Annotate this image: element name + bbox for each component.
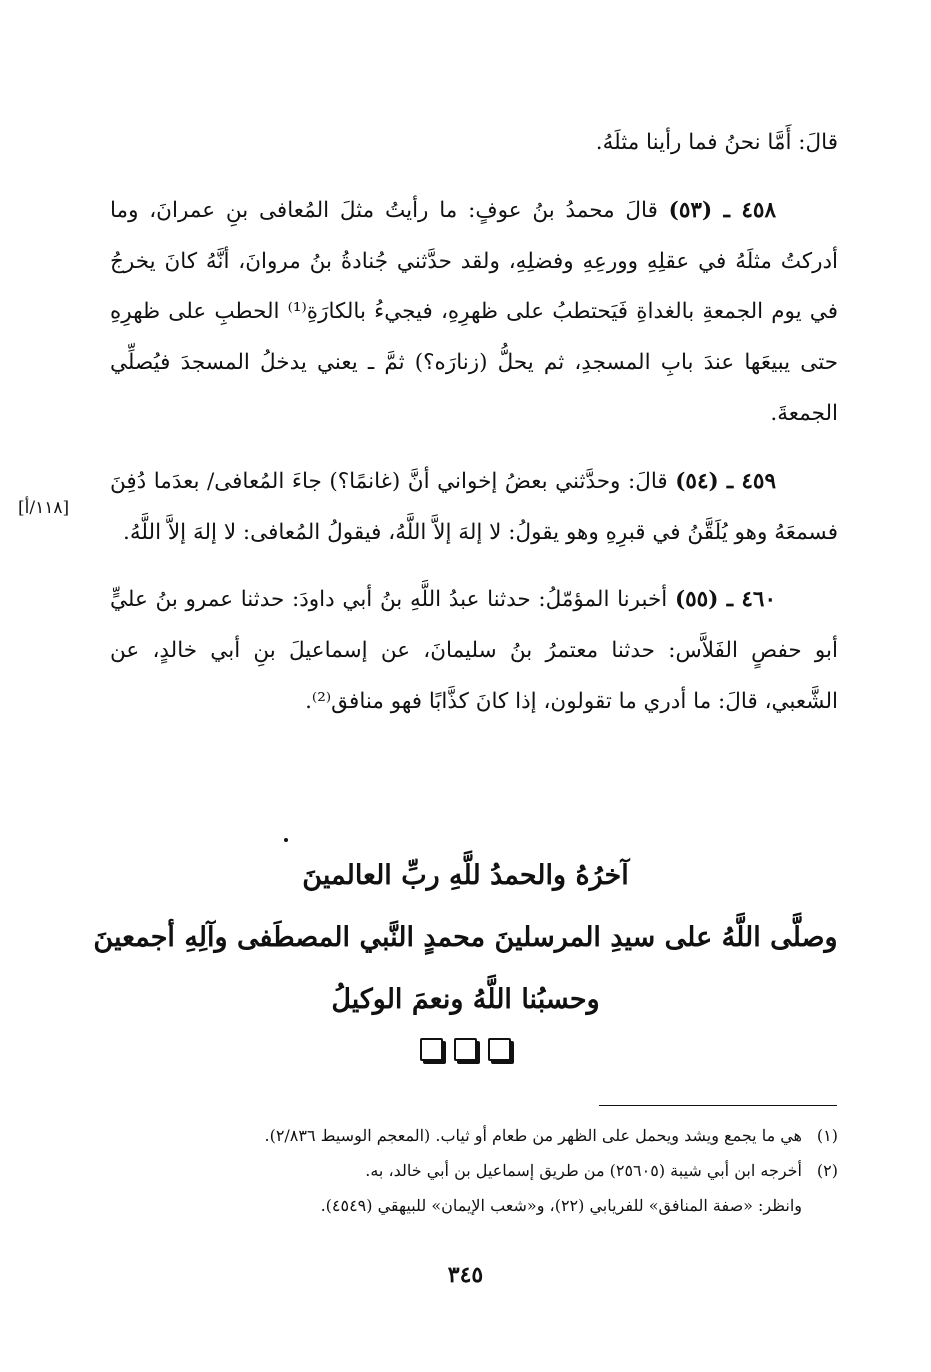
footnote-number: (٢) bbox=[816, 1161, 838, 1180]
footnote-1 bbox=[110, 1118, 838, 1153]
footnote-2 bbox=[110, 1153, 838, 1188]
paragraph-459 bbox=[110, 457, 838, 559]
ornament-square-icon bbox=[454, 1038, 477, 1061]
paragraph-text: قالَ: وحدَّثني بعضُ إخواني أنَّ (غانمًا؟) جاءَ المُعافى/ بعدَما دُفِنَ فسمعَهُ وهو يُلَقَّنُ في قبرِهِ وهو يقولُ: لا إلهَ إلاَّ اللَّهُ، فيقولُ المُعافى: لا إلهَ إلاَّ اللَّهُ. bbox=[110, 468, 838, 545]
colophon bbox=[60, 845, 871, 1031]
ornament-square-icon bbox=[420, 1038, 443, 1061]
footnote-text: هي ما يجمع ويشد ويحمل على الظهر من طعام أو ثياب. (المعجم الوسيط ٢/٨٣٦). bbox=[264, 1126, 802, 1145]
page-number: ٣٤٥ bbox=[447, 1262, 484, 1288]
colophon-line-1: آخرُهُ والحمدُ للَّهِ ربِّ العالمينَ bbox=[302, 860, 629, 891]
ornament-square-icon bbox=[488, 1038, 511, 1061]
ornament-dot bbox=[284, 838, 288, 842]
colophon-line-3: وحسبُنا اللَّهُ ونعمَ الوكيلُ bbox=[331, 984, 600, 1015]
paragraph-number: ٤٦٠ ـ (٥٥) bbox=[674, 587, 776, 613]
footnote-2-continuation: وانظر: «صفة المنافق» للفريابي (٢٢)، و«شعب الإيمان» للبيهقي (٤٥٤٩). bbox=[320, 1196, 802, 1215]
footnote-text: أخرجه ابن أبي شيبة (٢٥٦٠٥) من طريق إسماعيل بن أبي خالد، به. bbox=[365, 1161, 802, 1180]
footnote-number: (١) bbox=[816, 1126, 838, 1145]
paragraph-460 bbox=[110, 575, 838, 727]
colophon-line-2: وصلَّى اللَّهُ على سيدِ المرسلينَ محمدٍ النَّبي المصطَفى وآلِهِ أجمعينَ bbox=[93, 922, 838, 953]
paragraph-458 bbox=[110, 186, 838, 440]
paragraph-text: قالَ محمدُ بنُ عوفٍ: ما رأيتُ مثلَ المُعافى بنِ عمرانَ، وما أدركتُ مثلَهُ في عقلِهِ وورعِهِ وفضلِهِ، ولقد حدَّثني جُنادةُ بنُ مروانَ، أنَّهُ كانَ يخرجُ في يوم الجمعةِ بالغداةِ فَيَحتطبُ على ظهرِهِ، فيجيءُ بالكارَةِ⁽¹⁾ الحطبِ على ظهرِهِ حتى يبيعَها عندَ بابِ المسجدِ، ثم يحلُّ (زنارَه؟) ثمَّ ـ يعني يدخلُ المسجدَ فيُصلِّي الجمعةَ. bbox=[110, 197, 838, 426]
paragraph-text: أخبرنا المؤمّلُ: حدثنا عبدُ اللَّهِ بنُ أبي داودَ: حدثنا عمرو بنُ عليٍّ أبو حفصٍ الفَلاَّس: حدثنا معتمرُ بنُ سليمانَ، عن إسماعيلَ بنِ أبي خالدٍ، عن الشَّعبي، قالَ: ما أدري ما تقولون، إذا كانَ كذَّابًا فهو منافق⁽²⁾. bbox=[110, 587, 838, 714]
footnote-separator bbox=[599, 1105, 837, 1106]
paragraph-number: ٤٥٩ ـ (٥٤) bbox=[675, 468, 776, 494]
footnotes bbox=[110, 1118, 838, 1223]
manuscript-folio-marker: [١١٨/أ] bbox=[18, 498, 70, 518]
ornament-boxes bbox=[0, 1038, 931, 1061]
paragraph-intro: قالَ: أَمَّا نحنُ فما رأينا مثلَهُ. bbox=[595, 130, 838, 155]
main-text bbox=[110, 118, 838, 728]
paragraph-number: ٤٥٨ ـ (٥٣) bbox=[668, 197, 776, 223]
